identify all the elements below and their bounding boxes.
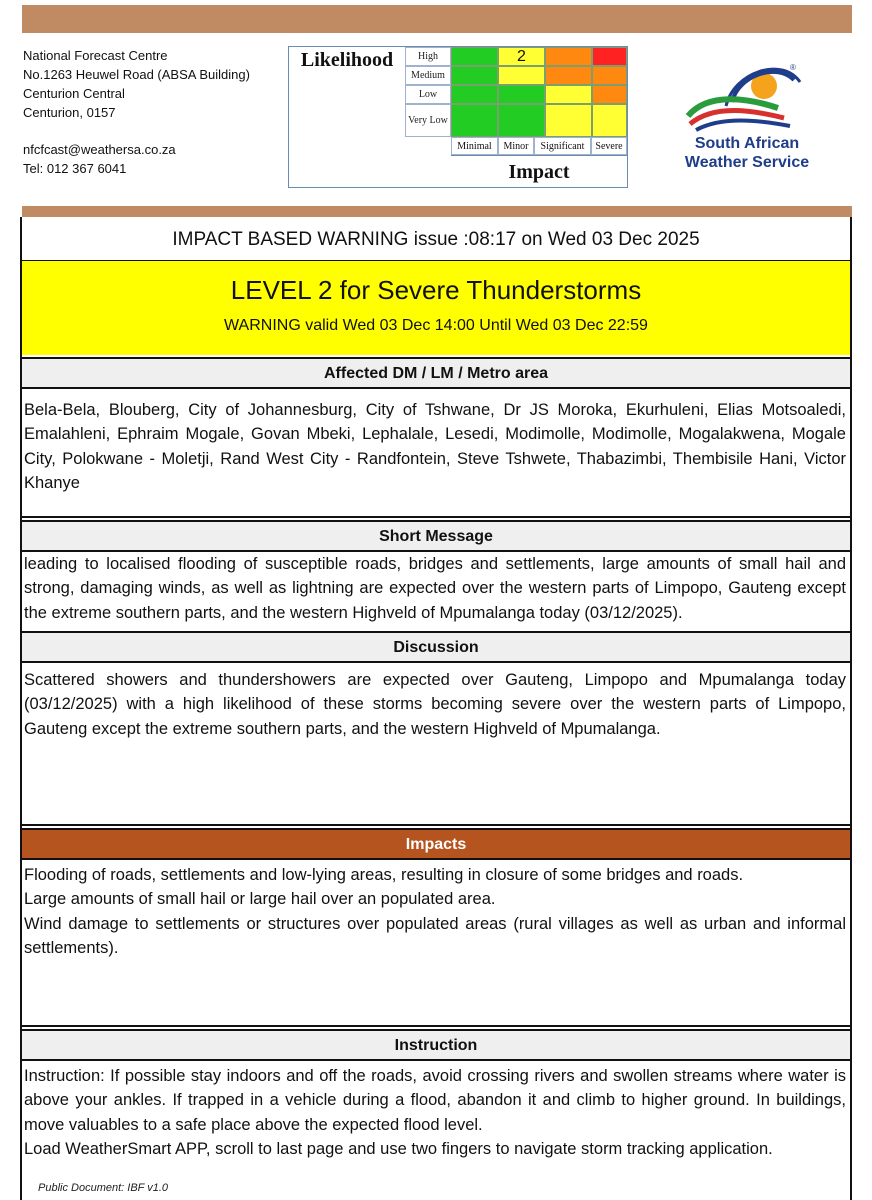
row-label-very-low: Very Low bbox=[405, 104, 451, 137]
instruction-text bbox=[24, 1064, 846, 1161]
column-label-minor: Minor bbox=[498, 137, 534, 155]
logo-name-line1: South African bbox=[694, 135, 800, 152]
address-line: No.1263 Heuwel Road (ABSA Building) bbox=[23, 67, 250, 82]
matrix-cell bbox=[451, 104, 498, 137]
document-footer: Public Document: IBF v1.0 bbox=[38, 1182, 169, 1194]
matrix-cell bbox=[451, 47, 498, 66]
affected-area-header: Affected DM / LM / Metro area bbox=[22, 357, 850, 389]
matrix-cell bbox=[592, 66, 627, 85]
impact-item: Large amounts of small hail or large hail over an populated area. bbox=[24, 890, 496, 909]
address-line: Centurion Central bbox=[23, 86, 125, 101]
top-decorative-bar bbox=[22, 5, 852, 33]
short-message-text: leading to localised flooding of susceptible roads, bridges and settlements, large amounts of small hail and strong, damaging winds, as well as lightning are expected over the western parts of Limpopo, Gauteng except the extreme southern parts, and the western Highveld of Mpumalanga today (03/12/2025). bbox=[24, 555, 846, 622]
instruction-item: Load WeatherSmart APP, scroll to last page and use two fingers to navigate storm tracking application. bbox=[24, 1139, 773, 1158]
impact-item: Wind damage to settlements or structures over populated areas (rural villages as well as urban and informal settlements). bbox=[24, 914, 846, 957]
matrix-cell bbox=[451, 66, 498, 85]
row-label-low: Low bbox=[405, 85, 451, 104]
impact-item: Flooding of roads, settlements and low-lying areas, resulting in closure of some bridges and roads. bbox=[24, 866, 744, 884]
matrix-cell bbox=[592, 104, 627, 137]
matrix-cell bbox=[498, 85, 545, 104]
matrix-cell bbox=[592, 85, 627, 104]
warning-level-title: LEVEL 2 for Severe Thunderstorms bbox=[230, 275, 642, 305]
matrix-cell bbox=[498, 66, 545, 85]
address-line: National Forecast Centre bbox=[23, 48, 168, 63]
discussion-header: Discussion bbox=[22, 631, 850, 663]
level-marker: 2 bbox=[517, 47, 526, 65]
matrix-cell bbox=[592, 47, 627, 66]
warning-level-banner bbox=[22, 261, 850, 355]
row-label-high: High bbox=[405, 47, 451, 66]
affected-area-text: Bela-Bela, Blouberg, City of Johannesburg, City of Tshwane, Dr JS Moroka, Ekurhuleni, Elias Motsoaledi, Emalahleni, Ephraim Mogale, Govan Mbeki, Lephalale, Lesedi, Modimolle, Modimolle, Mogalakwena, Mogale City, Polokwane - Moletji, Rand West City - Randfontein, Steve Tshwete, Thabazimbi, Thembisile Hani, Victor Khanye bbox=[24, 401, 846, 492]
warning-validity: WARNING valid Wed 03 Dec 14:00 Until Wed 03 Dec 22:59 bbox=[224, 317, 648, 334]
registered-mark: ® bbox=[790, 63, 796, 72]
row-label-medium: Medium bbox=[405, 66, 451, 85]
matrix-cell bbox=[545, 85, 592, 104]
discussion-text: Scattered showers and thundershowers are expected over Gauteng, Limpopo and Mpumalanga today (03/12/2025) with a high likelihood of these storms becoming severe over the western parts of Limpopo, Gauteng except the extreme southern parts, and the western Highveld of Mpumalanga. bbox=[24, 671, 846, 738]
contact-address bbox=[23, 46, 250, 178]
address-line: Centurion, 0157 bbox=[23, 105, 116, 120]
impacts-header: Impacts bbox=[22, 828, 850, 860]
matrix-cell bbox=[545, 104, 592, 137]
instruction-item: Instruction: If possible stay indoors and off the roads, avoid crossing rivers and swollen streams where water is above your ankles. If trapped in a vehicle during a flood, abandon it and climb to higher ground. In buildings, move valuables to a safe place above the expected flood level. bbox=[24, 1067, 846, 1134]
section-rule bbox=[22, 1025, 850, 1027]
impact-label: Impact bbox=[451, 155, 627, 188]
logo-name-line2: Weather Service bbox=[684, 154, 810, 171]
saws-logo bbox=[668, 58, 826, 178]
contact-phone: Tel: 012 367 6041 bbox=[23, 161, 127, 176]
section-rule bbox=[22, 516, 850, 518]
instruction-header: Instruction bbox=[22, 1029, 850, 1061]
matrix-cell bbox=[451, 85, 498, 104]
section-divider-bar bbox=[22, 206, 852, 217]
matrix-cell bbox=[545, 47, 592, 66]
likelihood-label: Likelihood bbox=[300, 48, 394, 71]
saws-emblem-icon bbox=[668, 58, 826, 134]
matrix-cell bbox=[545, 66, 592, 85]
section-rule bbox=[22, 824, 850, 826]
impacts-text bbox=[24, 863, 846, 960]
matrix-cell bbox=[498, 104, 545, 137]
column-label-severe: Severe bbox=[591, 137, 627, 155]
contact-email[interactable]: nfcfcast@weathersa.co.za bbox=[23, 142, 176, 157]
column-label-significant: Significant bbox=[534, 137, 591, 155]
column-label-minimal: Minimal bbox=[451, 137, 498, 155]
short-message-header: Short Message bbox=[22, 520, 850, 552]
issue-line: IMPACT BASED WARNING issue :08:17 on Wed 03 Dec 2025 bbox=[22, 220, 850, 261]
matrix-cell-current-level bbox=[498, 47, 545, 66]
risk-matrix bbox=[288, 46, 628, 188]
